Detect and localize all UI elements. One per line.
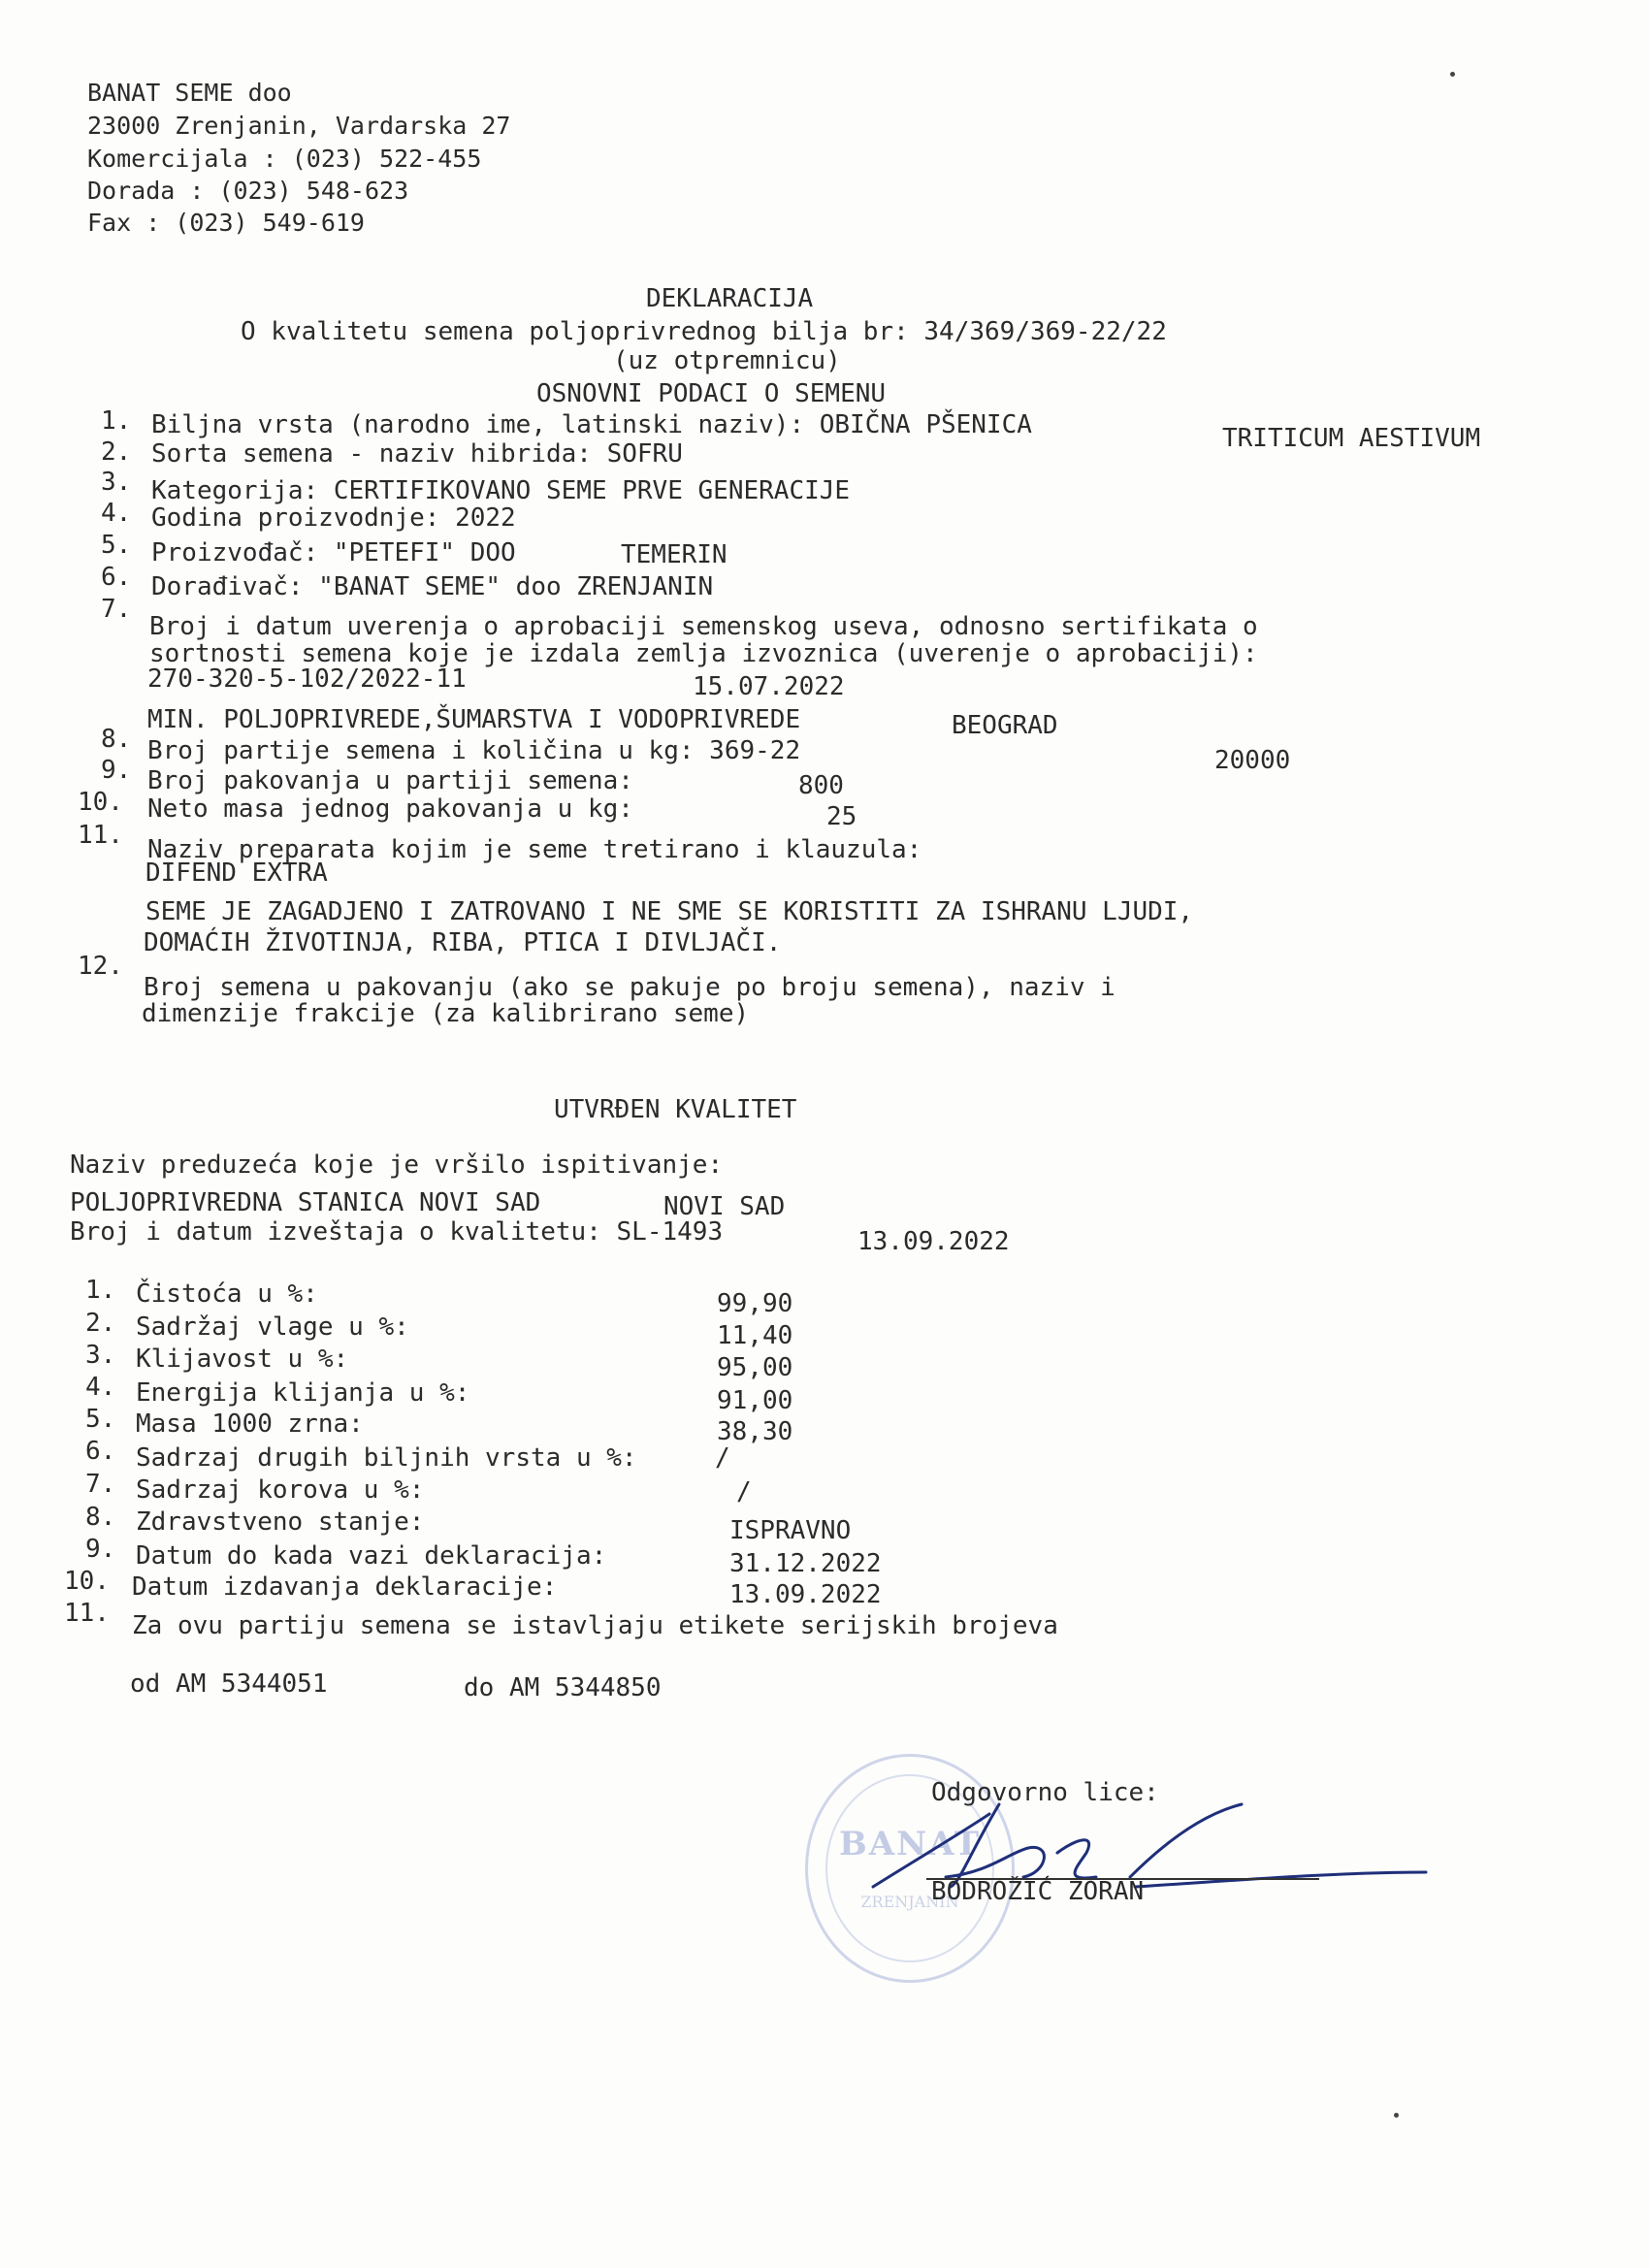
responsible-person-name: BODROŽIĆ ZORAN xyxy=(931,1877,1145,1906)
report-number: Broj i datum izveštaja o kvalitetu: SL-1493 xyxy=(70,1217,724,1247)
quality-label: Energija klijanja u %: xyxy=(136,1378,470,1408)
certificate-date: 15.07.2022 xyxy=(693,672,845,701)
quality-value: / xyxy=(715,1443,730,1473)
quality-label: Zdravstveno stanje: xyxy=(136,1507,425,1537)
quality-label: Datum do kada vazi deklaracija: xyxy=(136,1541,607,1571)
serial-from: od AM 5344051 xyxy=(130,1669,328,1699)
production-year-line: Godina proizvodnje: 2022 xyxy=(151,503,516,533)
section-quality-heading: UTVRĐEN KVALITET xyxy=(554,1095,797,1124)
item-number: 10. xyxy=(78,788,123,817)
quality-value: 99,90 xyxy=(717,1289,793,1318)
company-name: BANAT SEME doo xyxy=(87,79,292,107)
lab-label: Naziv preduzeća koje je vršilo ispitivanje: xyxy=(70,1150,724,1180)
item-number: 6. xyxy=(101,563,132,592)
quality-value: / xyxy=(736,1477,752,1507)
item-number: 7. xyxy=(101,595,132,624)
quality-item-number: 3. xyxy=(85,1341,116,1370)
quality-item-number: 10. xyxy=(64,1567,110,1596)
quality-value: ISPRAVNO xyxy=(729,1516,852,1545)
packages-count: 800 xyxy=(798,771,844,800)
report-date: 13.09.2022 xyxy=(857,1227,1010,1256)
stamp-text: BANAT xyxy=(838,1825,982,1863)
quality-item-number: 5. xyxy=(85,1405,116,1434)
treatment-line: Naziv preparata kojim je seme tretirano i klauzula: xyxy=(147,835,922,864)
certificate-line-2: sortnosti semena koje je izdala zemlja izvoznica (uverenje o aprobaciji): xyxy=(149,639,1258,668)
net-mass-value: 25 xyxy=(826,802,857,831)
quality-label: Datum izdavanja deklaracije: xyxy=(132,1572,558,1602)
warning-line-2: DOMAĆIH ŽIVOTINJA, RIBA, PTICA I DIVLJAČI. xyxy=(144,928,782,957)
quality-value: 38,30 xyxy=(717,1417,793,1446)
item-number: 3. xyxy=(101,468,132,497)
treatment-product: DIFEND EXTRA xyxy=(146,859,328,888)
quality-item-number: 6. xyxy=(85,1437,116,1466)
quality-label: Masa 1000 zrna: xyxy=(136,1409,364,1439)
packages-line: Broj pakovanja u partiji semena: xyxy=(147,766,633,795)
company-processing-phone: Dorada : (023) 548-623 xyxy=(87,177,409,205)
species-line: Biljna vrsta (narodno ime, latinski naziv): OBIČNA PŠENICA xyxy=(151,410,1032,439)
quality-label: Klijavost u %: xyxy=(136,1345,349,1374)
quality-label: Sadrzaj drugih biljnih vrsta u %: xyxy=(136,1443,637,1473)
serial-to: do AM 5344850 xyxy=(464,1673,662,1702)
seed-count-line-1: Broj semena u pakovanju (ako se pakuje po broju semena), naziv i xyxy=(144,973,1116,1002)
document-title: DEKLARACIJA xyxy=(646,284,814,313)
ministry-name: MIN. POLJOPRIVREDE,ŠUMARSTVA I VODOPRIVREDE xyxy=(147,705,801,734)
serial-labels-line: Za ovu partiju semena se istavljaju etikete serijskih brojeva xyxy=(132,1611,1058,1640)
item-number: 4. xyxy=(101,499,132,528)
item-number: 9. xyxy=(101,756,132,785)
net-mass-line: Neto masa jednog pakovanja u kg: xyxy=(147,794,633,824)
stamp-subtext: ZRENJANIN xyxy=(860,1893,959,1911)
scan-speck xyxy=(1394,2113,1399,2118)
seed-count-line-2: dimenzije frakcije (za kalibrirano seme) xyxy=(142,999,750,1028)
lot-quantity: 20000 xyxy=(1214,746,1291,775)
category-line: Kategorija: CERTIFIKOVANO SEME PRVE GENERACIJE xyxy=(151,476,851,505)
quality-value: 11,40 xyxy=(717,1321,793,1350)
processor-line: Dorađivač: "BANAT SEME" doo ZRENJANIN xyxy=(151,572,714,601)
quality-label: Čistoća u %: xyxy=(136,1280,318,1309)
lab-city: NOVI SAD xyxy=(663,1192,786,1221)
quality-value: 91,00 xyxy=(717,1386,793,1415)
quality-label: Sadrzaj korova u %: xyxy=(136,1475,425,1505)
quality-item-number: 11. xyxy=(64,1599,110,1628)
shipment-note: (uz otpremnicu) xyxy=(613,346,841,375)
section-basic-heading: OSNOVNI PODACI O SEMENU xyxy=(536,379,887,408)
quality-item-number: 4. xyxy=(85,1373,116,1402)
certificate-number: 270-320-5-102/2022-11 xyxy=(147,664,467,694)
item-number: 1. xyxy=(101,406,132,436)
item-number: 5. xyxy=(101,531,132,560)
lot-line: Broj partije semena i količina u kg: 369-22 xyxy=(147,736,801,765)
responsible-person-label: Odgovorno lice: xyxy=(931,1778,1159,1807)
item-number: 11. xyxy=(78,821,123,850)
quality-label: Sadržaj vlage u %: xyxy=(136,1312,409,1342)
warning-line-1: SEME JE ZAGADJENO I ZATROVANO I NE SME SE KORISTITI ZA ISHRANU LJUDI, xyxy=(146,897,1194,926)
item-number: 8. xyxy=(101,725,132,754)
variety-line: Sorta semena - naziv hibrida: SOFRU xyxy=(151,439,683,469)
certificate-line-1: Broj i datum uverenja o aprobaciji semenskog useva, odnosno sertifikata o xyxy=(149,612,1258,641)
item-number: 2. xyxy=(101,437,132,467)
item-number: 12. xyxy=(78,952,123,981)
lab-name: POLJOPRIVREDNA STANICA NOVI SAD xyxy=(70,1188,541,1217)
scan-speck xyxy=(1450,72,1455,77)
company-fax: Fax : (023) 549-619 xyxy=(87,209,365,237)
producer-city: TEMERIN xyxy=(621,540,728,569)
quality-value: 31.12.2022 xyxy=(729,1549,882,1578)
declaration-number: O kvalitetu semena poljoprivrednog bilja br: 34/369/369-22/22 xyxy=(241,317,1167,346)
quality-item-number: 1. xyxy=(85,1276,116,1305)
company-commercial-phone: Komercijala : (023) 522-455 xyxy=(87,145,482,173)
quality-item-number: 2. xyxy=(85,1309,116,1338)
company-address: 23000 Zrenjanin, Vardarska 27 xyxy=(87,112,511,140)
quality-item-number: 7. xyxy=(85,1470,116,1499)
quality-value: 95,00 xyxy=(717,1353,793,1382)
producer-line: Proizvođač: "PETEFI" DOO xyxy=(151,538,516,567)
quality-item-number: 8. xyxy=(85,1503,116,1532)
ministry-city: BEOGRAD xyxy=(952,711,1058,740)
quality-item-number: 9. xyxy=(85,1535,116,1564)
latin-name: TRITICUM AESTIVUM xyxy=(1222,424,1481,453)
quality-value: 13.09.2022 xyxy=(729,1580,882,1609)
